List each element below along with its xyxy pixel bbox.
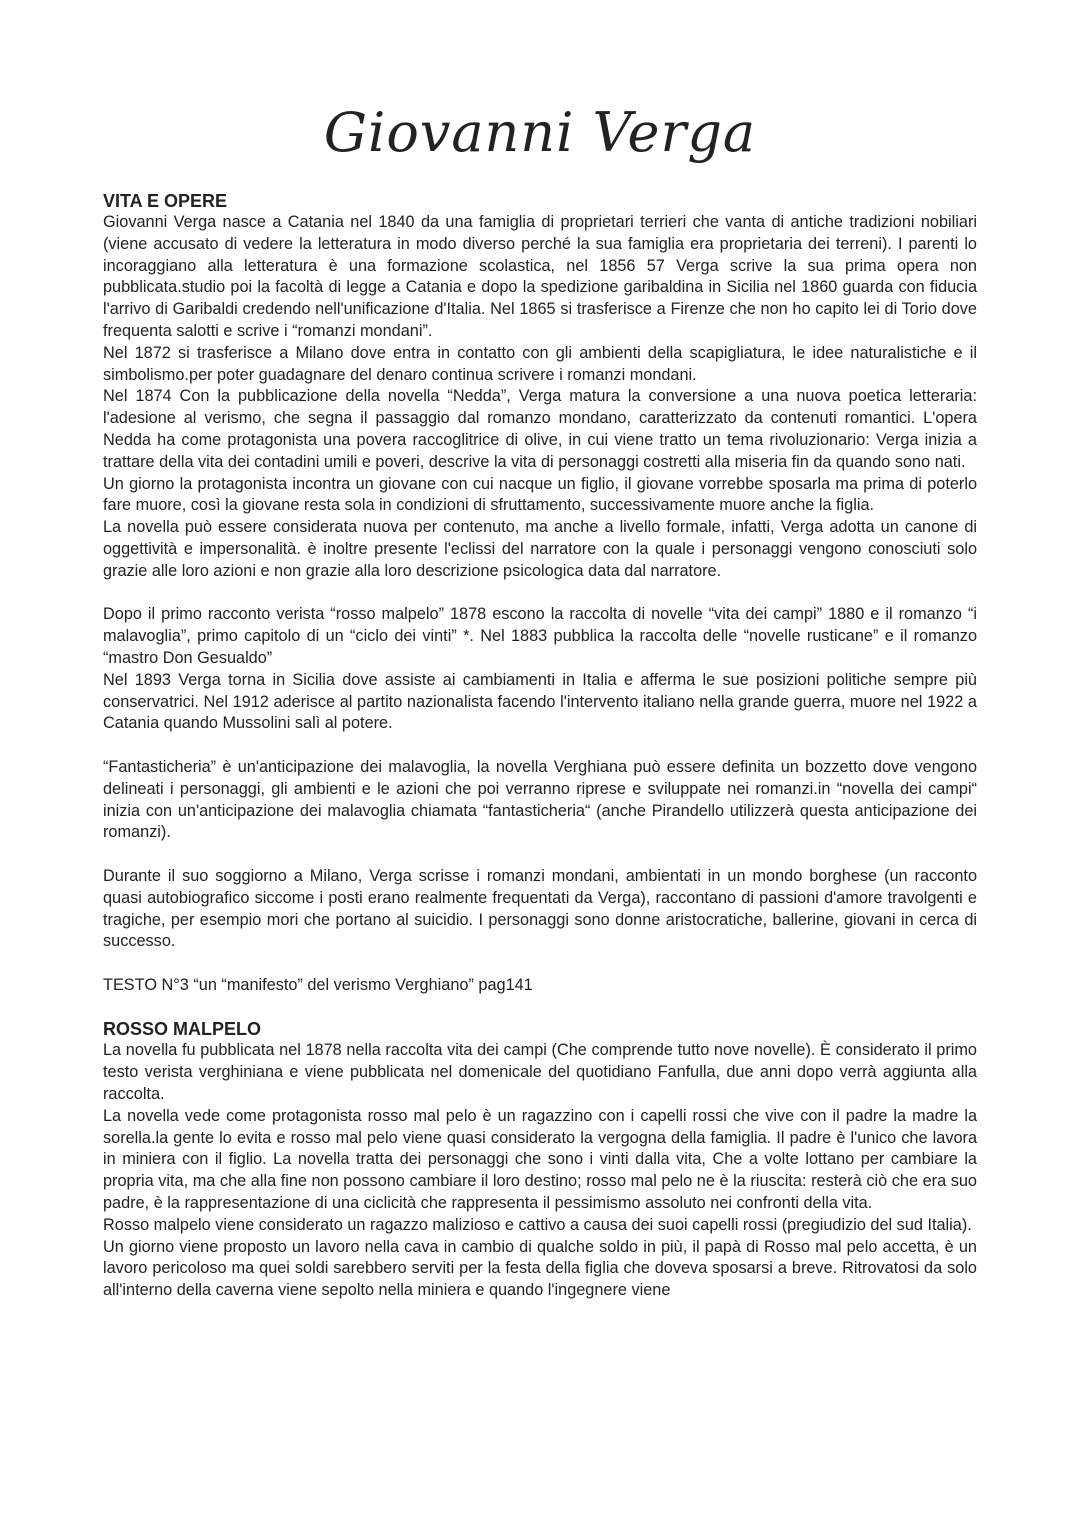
paragraph: Durante il suo soggiorno a Milano, Verga scrisse i romanzi mondani, ambientati in un mondo borghese (un racconto quasi autobiografico siccome i posti erano realmente frequentati da Verga), raccontano di passioni d'amore travolgenti e tragiche, per esempio mori che portano al suicidio. I personaggi sono donne aristocratiche, ballerine, giovani in cerca di successo. [103,866,977,951]
paragraph-spacer [103,997,977,1019]
paragraph: Un giorno la protagonista incontra un giovane con cui nacque un figlio, il giovane vorrebbe sposarla ma prima di poterlo fare muore, così la giovane resta sola in condizioni di sfruttamento, successivamente muore anche la figlia. [103,474,977,515]
paragraph: La novella fu pubblicata nel 1878 nella raccolta vita dei campi (Che comprende tutto nove novelle). È considerato il primo testo verista verghiniana e viene pubblicata nel domenicale del quotidiano Fanfulla, due anni dopo verrà aggiunta alla raccolta. [103,1041,977,1104]
section-vita-e-opere [103,190,977,1018]
paragraph-spacer [103,735,977,757]
paragraph: Giovanni Verga nasce a Catania nel 1840 da una famiglia di proprietari terrieri che vanta di antiche tradizioni nobiliari (viene accusato di vedere la letteratura in modo diverso perché la sua famiglia era proprietaria dei terreni). I parenti lo incoraggiano alla letteratura è una formazione scolastica, nel 1856 57 Verga scrive la sua prima opera non pubblicata.studio poi la facoltà di legge a Catania e dopo la spedizione garibaldina in Sicilia nel 1860 guarda con fiducia l'arrivo di Garibaldi credendo nell'unificazione d'Italia. Nel 1865 si trasferisce a Firenze che non ho capito lei di Torio dove frequenta salotti e scrive i “romanzi mondani”. [103,213,977,340]
paragraph: Nel 1872 si trasferisce a Milano dove entra in contatto con gli ambienti della scapigliatura, le idee naturalistiche e il simbolismo.per poter guadagnare del denaro continua scrivere i romanzi mondani. [103,343,977,384]
paragraph: Un giorno viene proposto un lavoro nella cava in cambio di qualche soldo in più, il papà di Rosso mal pelo accetta, è un lavoro pericoloso ma quei soldi sarebbero serviti per la festa della figlia che doveva sposarsi a breve. Ritrovatosi da solo all'interno della caverna viene sepolto nella miniera e quando l'ingegnere viene [103,1237,977,1300]
section-heading: VITA E OPERE [103,191,228,211]
paragraph-spacer [103,583,977,605]
paragraph: Rosso malpelo viene considerato un ragazzo malizioso e cattivo a causa dei suoi capelli rossi (pregiudizio del sud Italia). [103,1215,972,1234]
text-reference: TESTO N°3 “un “manifesto” del verismo Verghiano” pag141 [103,975,533,994]
section-rosso-malpelo [103,1018,977,1302]
paragraph-spacer [103,953,977,975]
paragraph: Nel 1893 Verga torna in Sicilia dove assiste ai cambiamenti in Italia e afferma le sue posizioni politiche sempre più conservatrici. Nel 1912 aderisce al partito nazionalista facendo l'intervento italiano nella grande guerra, muore nel 1922 a Catania quando Mussolini salì al potere. [103,670,977,733]
paragraph: Dopo il primo racconto verista “rosso malpelo” 1878 escono la raccolta di novelle “vita dei campi” 1880 e il romanzo “i malavoglia”, primo capitolo di un “ciclo dei vinti” *. Nel 1883 pubblica la raccolta delle “novelle rusticane” e il romanzo “mastro Don Gesualdo” [103,605,977,667]
paragraph: Nel 1874 Con la pubblicazione della novella “Nedda”, Verga matura la conversione a una nuova poetica letteraria: l'adesione al verismo, che segna il passaggio dal romanzo mondano, caratterizzato da contenuti romantici. L'opera Nedda ha come protagonista una povera raccoglitrice di olive, in cui viene tratto un tema rivoluzionario: Verga inizia a trattare della vita dei contadini umili e poveri, descrive la vita di personaggi costretti alla miseria fin da quando sono nati. [103,387,977,471]
paragraph: La novella può essere considerata nuova per contenuto, ma anche a livello formale, infatti, Verga adotta un canone di oggettività e impersonalità. è inoltre presente l'eclissi del narratore con la quale i personaggi vengono conosciuti solo grazie alle loro azioni e non grazie alla loro descrizione psicologica data dal narratore. [103,518,977,580]
document-title: Giovanni Verga [323,101,757,164]
section-heading: ROSSO MALPELO [103,1019,262,1040]
paragraph: La novella vede come protagonista rosso mal pelo è un ragazzino con i capelli rossi che vive con il padre la madre la sorella.la gente lo evita e rosso mal pelo viene quasi considerato la vergogna della famiglia. Il padre è l'unico che lavora in miniera con il figlio. La novella tratta dei personaggi che sono i vinti dalla vita, Che a volte lottano per cambiare la propria vita, ma che alla fine non possono cambiare il loro destino; rosso mal pelo ne è la riuscita: resterà ciò che era suo padre, è la rappresentazione di una ciclicità che rappresenta il pessimismo assoluto nei confronti della vita. [103,1106,977,1213]
paragraph-spacer [103,844,977,866]
paragraph: “Fantasticheria” è un'anticipazione dei malavoglia, la novella Verghiana può essere definita un bozzetto dove vengono delineati i personaggi, gli ambienti e le azioni che poi verranno riprese e sviluppate nei romanzi.in “novella dei campi“ inizia con un'anticipazione dei malavoglia chiamata “fantasticheria“ (anche Pirandello utilizzerà questa anticipazione dei romanzi). [103,757,977,842]
